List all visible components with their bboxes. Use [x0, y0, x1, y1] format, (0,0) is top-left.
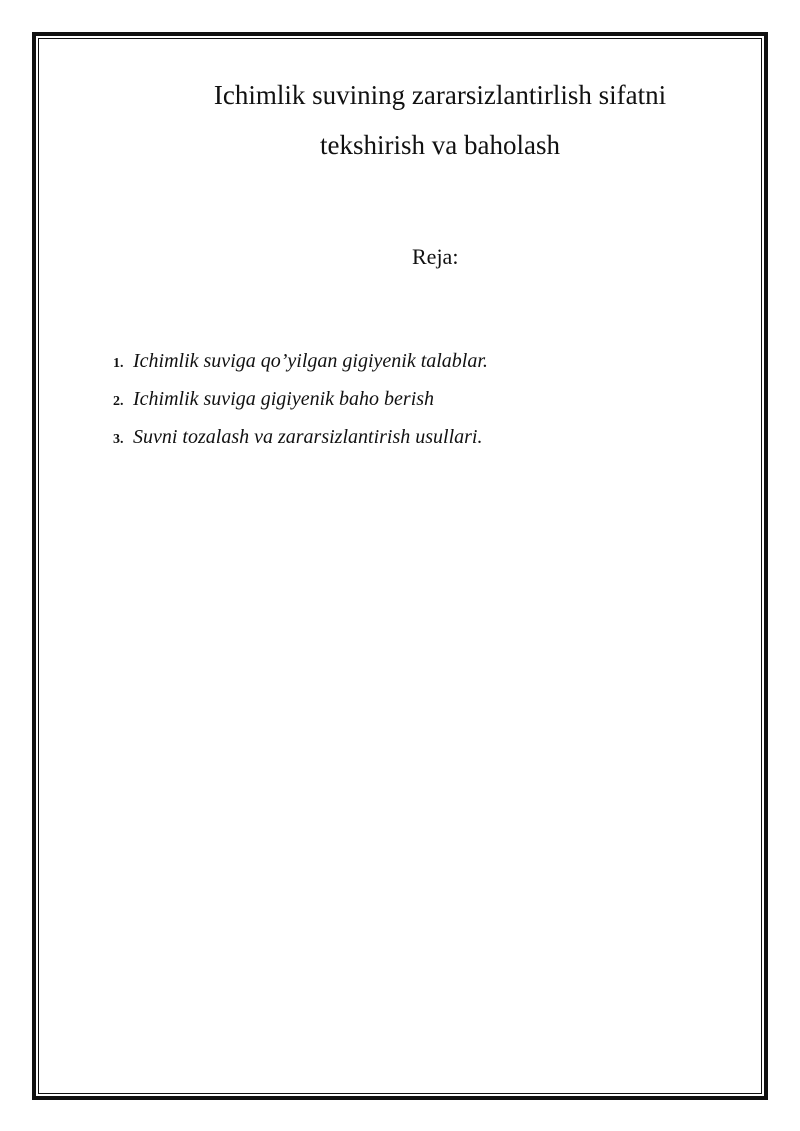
plan-item: [113, 388, 488, 426]
document-title-line-1: Ichimlik suvining zararsizlantirlish sifatni: [213, 80, 667, 110]
plan-item-text: Suvni tozalash va zararsizlantirish usullari.: [133, 426, 483, 448]
plan-heading: Reja:: [412, 244, 459, 269]
plan-item-text: Ichimlik suviga gigiyenik baho berish: [133, 388, 435, 410]
plan-item-number: 3.: [113, 432, 124, 447]
page-border-inner: [38, 38, 762, 1094]
document-title-line-2: tekshirish va baholash: [320, 130, 560, 160]
plan-item: [113, 350, 488, 388]
plan-item-text: Ichimlik suviga qo’yilgan gigiyenik talablar.: [133, 350, 488, 372]
plan-item: [113, 426, 488, 464]
plan-item-number: 1.: [113, 356, 124, 371]
plan-item-number: 2.: [113, 394, 124, 409]
plan-list: [113, 350, 488, 464]
